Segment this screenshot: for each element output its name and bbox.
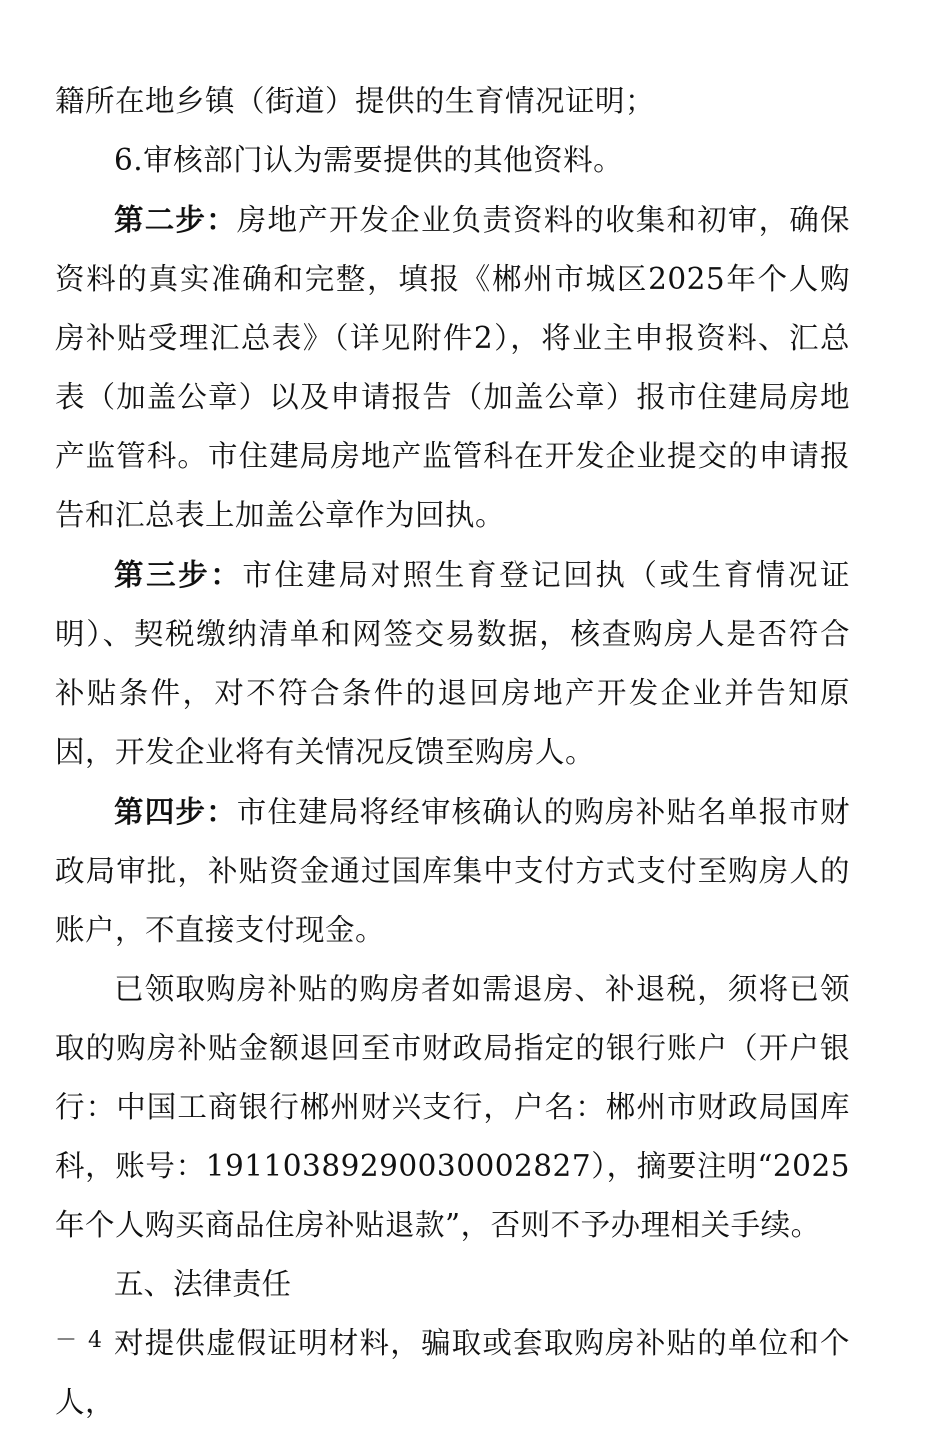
paragraph-step-2 <box>55 190 850 545</box>
document-page <box>55 72 850 1432</box>
paragraph-refund: 已领取购房补贴的购房者如需退房、补退税，须将已领取的购房补贴金额退回至市财政局指定的银行账户（开户银行：中国工商银行郴州财兴支行，户名：郴州市财政局国库科，账号：19110389290030002827），摘要注明“2025年个人购买商品住房补贴退款”，否则不予办理相关手续。 <box>55 972 850 1242</box>
step-2-label: 第二步： <box>114 202 237 237</box>
paragraph-liability: 对提供虚假证明材料，骗取或套取购房补贴的单位和个人， <box>55 1326 850 1419</box>
step-4-text: 市住建局将经审核确认的购房补贴名单报市财政局审批，补贴资金通过国库集中支付方式支付至购房人的账户，不直接支付现金。 <box>55 795 850 947</box>
step-3-label: 第三步： <box>114 557 243 592</box>
section-heading-legal-liability: 五、法律责任 <box>114 1267 292 1301</box>
page-number: － 4 － <box>55 1328 137 1353</box>
paragraph-step-4 <box>55 782 850 960</box>
paragraph-household-registration: 籍所在地乡镇（街道）提供的生育情况证明； <box>55 84 656 118</box>
step-2-text: 房地产开发企业负责资料的收集和初审，确保资料的真实准确和完整，填报《郴州市城区2025年个人购房补贴受理汇总表》（详见附件2），将业主申报资料、汇总表（加盖公章）以及申请报告（加盖公章）报市住建局房地产监管科。市住建局房地产监管科在开发企业提交的申请报告和汇总表上加盖公章作为回执。 <box>55 203 850 532</box>
paragraph-step-3 <box>55 545 850 782</box>
paragraph-item-6: 6.审核部门认为需要提供的其他资料。 <box>114 143 624 177</box>
step-3-text: 市住建局对照生育登记回执（或生育情况证明）、契税缴纳清单和网签交易数据，核查购房人是否符合补贴条件，对不符合条件的退回房地产开发企业并告知原因，开发企业将有关情况反馈至购房人。 <box>55 558 850 769</box>
step-4-label: 第四步： <box>114 794 237 829</box>
